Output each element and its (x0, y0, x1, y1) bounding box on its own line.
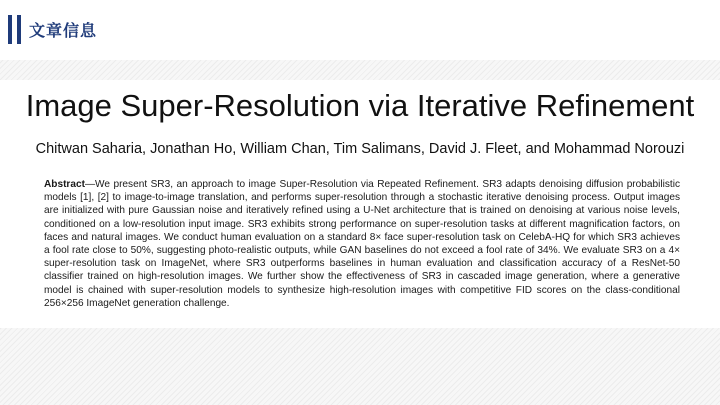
paper-authors: Chitwan Saharia, Jonathan Ho, William Chan, Tim Salimans, David J. Fleet, and Mohammad Norouzi (35, 141, 685, 157)
paper-abstract (44, 178, 680, 310)
slide-header (0, 0, 720, 60)
paper-screenshot (0, 80, 720, 328)
paper-title: Image Super-Resolution via Iterative Refinement (25, 88, 695, 123)
accent-bar-right (17, 15, 21, 44)
accent-bar-left (8, 15, 12, 44)
abstract-text: —We present SR3, an approach to image Super-Resolution via Repeated Refinement. SR3 adapts denoising diffusion probabilistic models [1], [2] to image-to-image translation, and performs super-resolution through a stochastic iterative denoising process. Output images are initialized with pure Gaussian noise and iteratively refined using a U-Net architecture that is trained on denoising at various noise levels, conditioned on a low-resolution input image. SR3 exhibits strong performance on super-resolution tasks at different magnification factors, on faces and natural images. We conduct human evaluation on a standard 8× face super-resolution task on CelebA-HQ for which SR3 achieves a fool rate close to 50%, suggesting photo-realistic outputs, while GAN baselines do not exceed a fool rate of 34%. We evaluate SR3 on a 4× super-resolution task on ImageNet, where SR3 outperforms baselines in human evaluation and classification accuracy of a ResNet-50 classifier trained on high-resolution images. We further show the effectiveness of SR3 in cascaded image generation, where a generative model is chained with super-resolution models to synthesize high-resolution images with competitive FID scores on the class-conditional 256×256 ImageNet generation challenge. (44, 179, 680, 309)
header-accent-bars (8, 15, 24, 44)
section-title: 文章信息 (29, 21, 98, 40)
abstract-label: Abstract (44, 179, 85, 190)
